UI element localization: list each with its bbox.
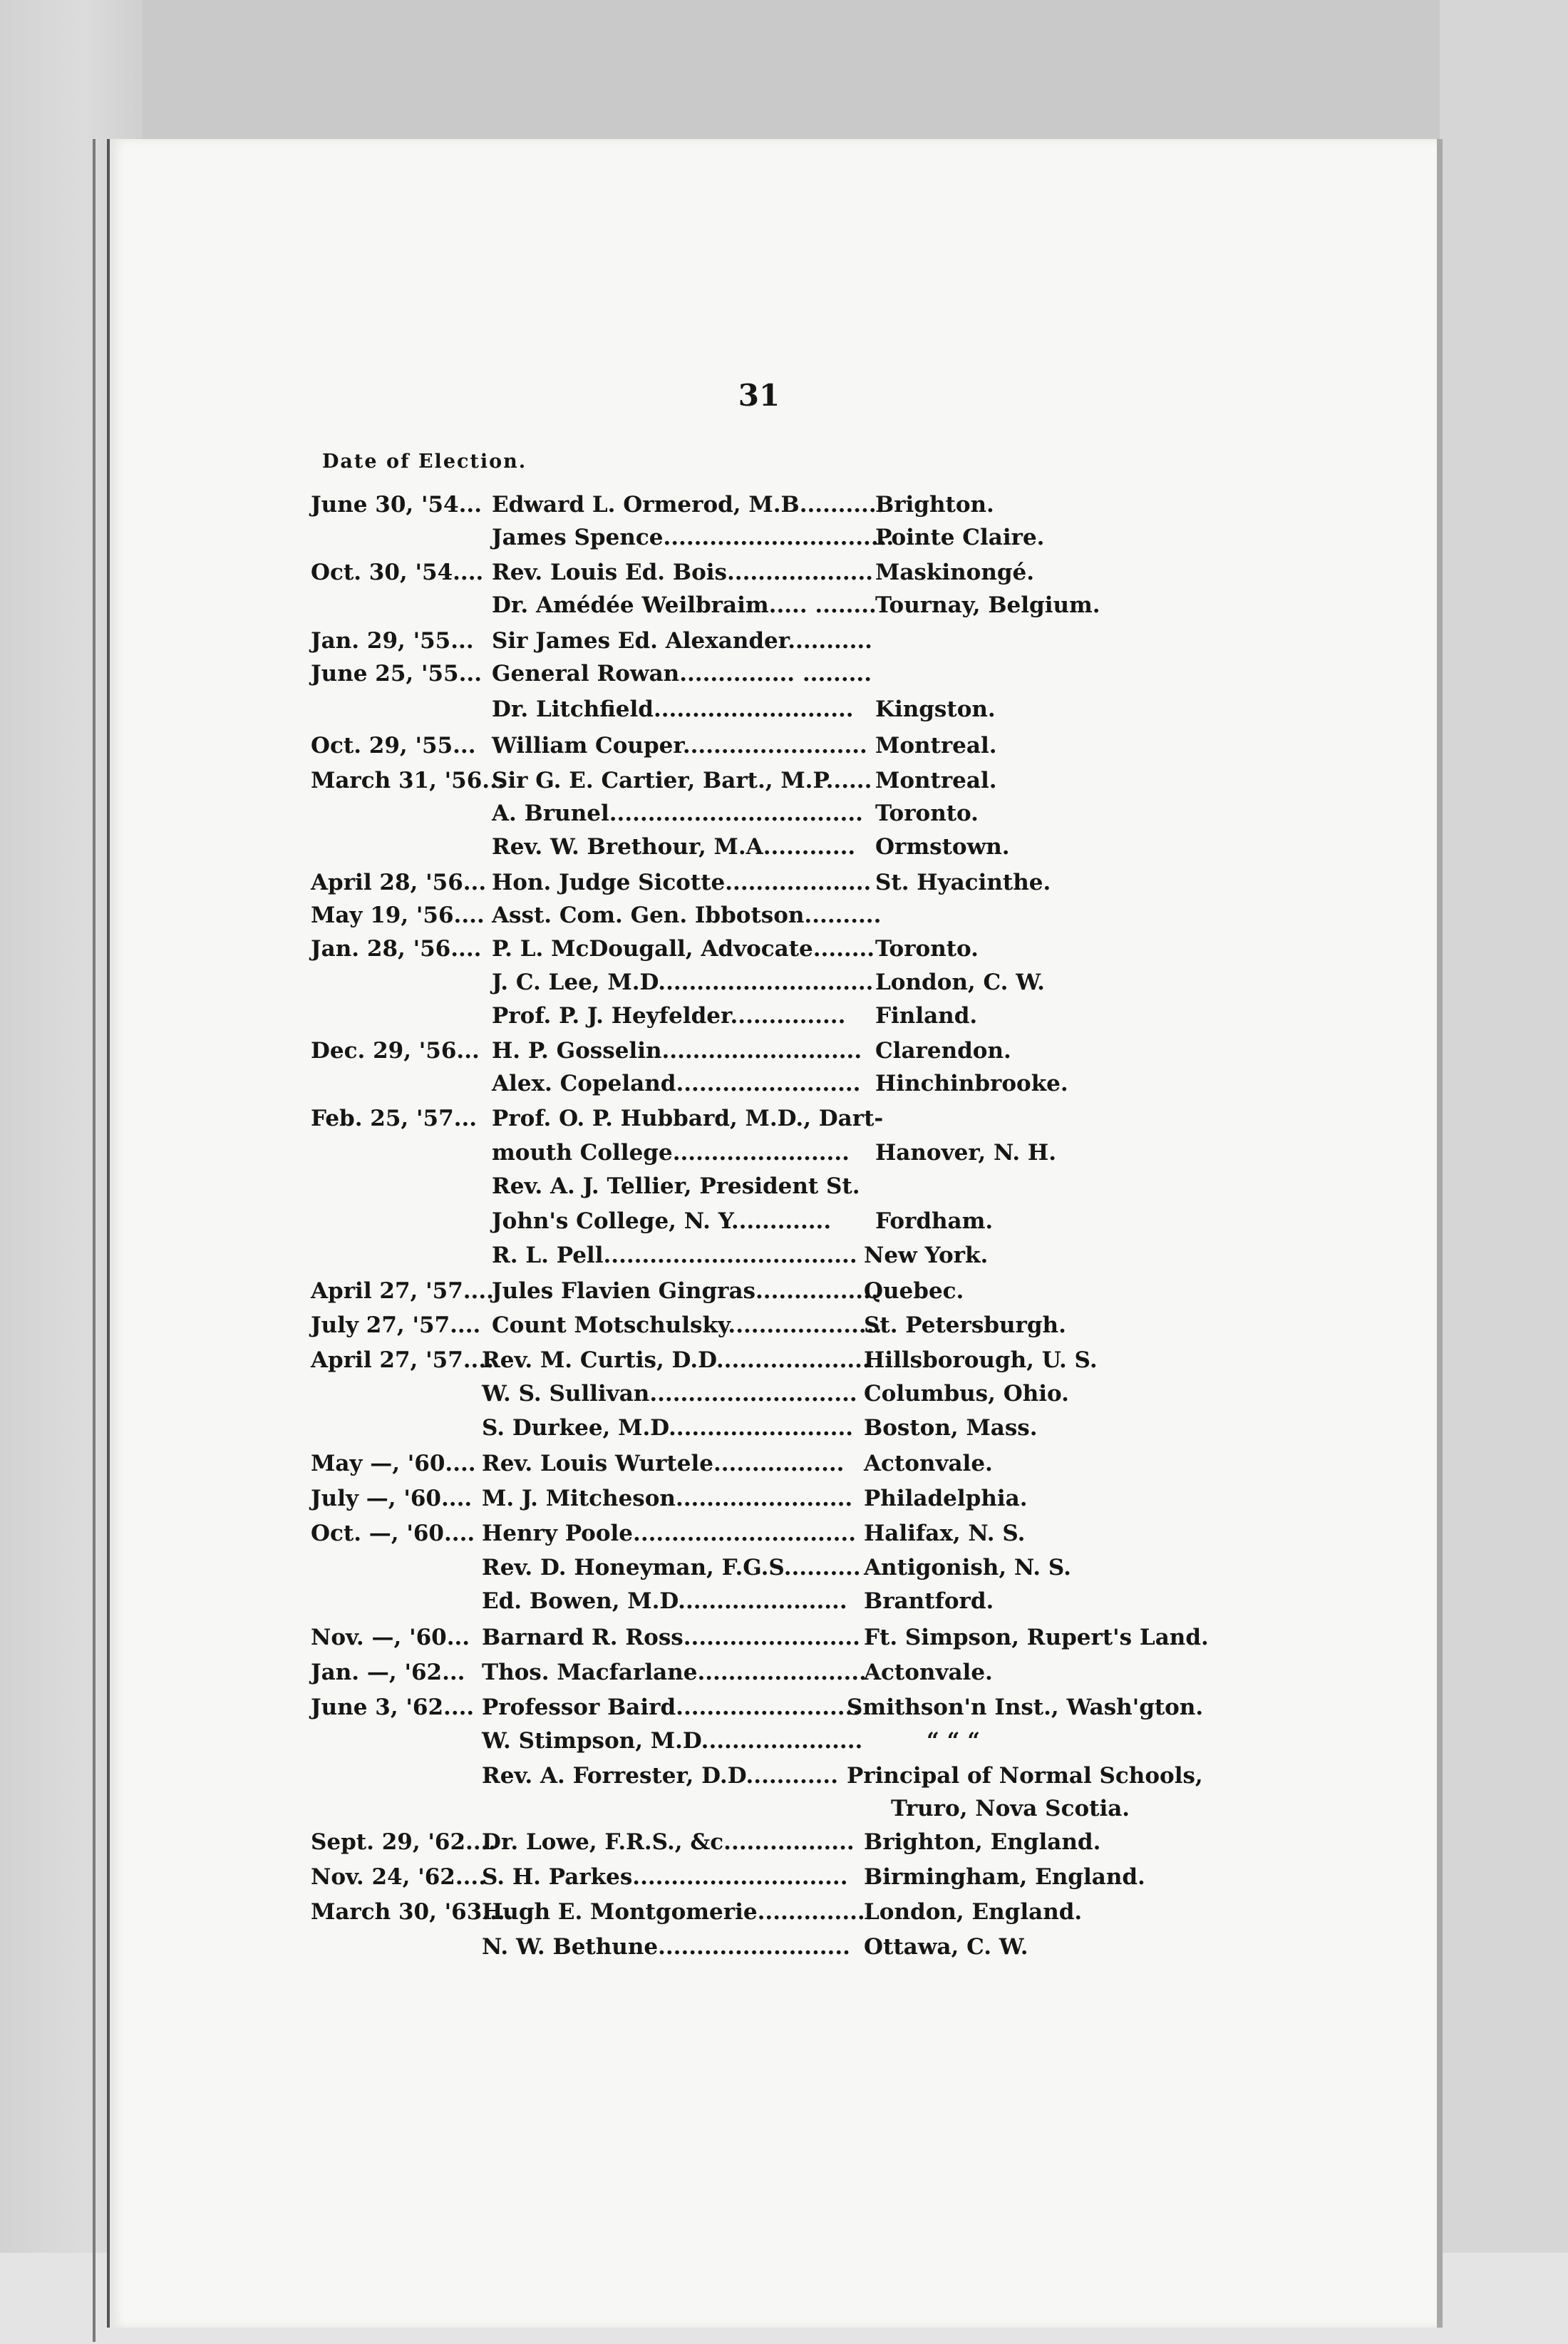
election-date: Jan. 29, '55... bbox=[311, 628, 474, 654]
member-residence: Quebec. bbox=[864, 1278, 964, 1304]
member-residence: Columbus, Ohio. bbox=[864, 1381, 1069, 1407]
member-residence: Brantford. bbox=[864, 1588, 994, 1614]
list-item bbox=[0, 1171, 1425, 1202]
member-residence: Maskinongé. bbox=[875, 560, 1035, 585]
list-item bbox=[0, 1657, 1425, 1688]
member-name: W. Stimpson, M.D..................... bbox=[482, 1728, 863, 1754]
election-date: May 19, '56.... bbox=[311, 903, 485, 928]
list-item bbox=[0, 1035, 1425, 1066]
election-date: Feb. 25, '57... bbox=[311, 1106, 478, 1131]
list-item bbox=[0, 933, 1425, 965]
list-item bbox=[0, 798, 1425, 829]
member-residence: Ottawa, C. W. bbox=[864, 1934, 1028, 1960]
member-name: Professor Baird........................ bbox=[482, 1695, 861, 1720]
member-name: Alex. Copeland........................ bbox=[492, 1071, 861, 1096]
list-item bbox=[0, 1760, 1425, 1792]
member-name: Rev. A. J. Tellier, President St. bbox=[492, 1173, 860, 1199]
member-name: Rev. M. Curtis, D.D.................... bbox=[482, 1347, 870, 1373]
member-name: Edward L. Ormerod, M.B........... bbox=[492, 492, 884, 518]
list-item bbox=[0, 1861, 1425, 1893]
list-item bbox=[0, 765, 1425, 796]
election-date: June 3, '62.... bbox=[311, 1695, 475, 1720]
member-residence: Fordham. bbox=[875, 1208, 994, 1234]
member-name: Hon. Judge Sicotte................... bbox=[492, 870, 872, 895]
list-item bbox=[0, 625, 1425, 657]
election-date: Nov. —, '60... bbox=[311, 1625, 470, 1650]
member-name: General Rowan............... ......... bbox=[492, 661, 872, 687]
list-item bbox=[0, 1483, 1425, 1514]
member-residence: Pointe Claire. bbox=[875, 525, 1045, 550]
election-date: April 27, '57.... bbox=[311, 1278, 494, 1304]
list-item bbox=[0, 1068, 1425, 1099]
list-item bbox=[0, 1896, 1425, 1928]
member-residence: Toronto. bbox=[875, 801, 979, 826]
member-residence: “ “ “ bbox=[927, 1728, 981, 1754]
list-item bbox=[0, 1412, 1425, 1444]
election-date: July 27, '57.... bbox=[311, 1312, 481, 1338]
list-item bbox=[0, 1826, 1425, 1858]
member-residence: Smithson'n Inst., Wash'gton. bbox=[847, 1695, 1204, 1720]
list-item bbox=[0, 1552, 1425, 1583]
member-name: Prof. P. J. Heyfelder............... bbox=[492, 1003, 846, 1029]
list-item bbox=[0, 590, 1425, 621]
list-item bbox=[0, 1622, 1425, 1653]
election-date: Oct. —, '60.... bbox=[311, 1521, 475, 1546]
member-residence: London, C. W. bbox=[875, 970, 1045, 995]
member-name: Sir James Ed. Alexander........... bbox=[492, 628, 872, 654]
member-residence: Toronto. bbox=[875, 936, 979, 962]
list-item bbox=[0, 694, 1425, 725]
member-name: Count Motschulsky.................... bbox=[492, 1312, 882, 1338]
member-name: Hugh E. Montgomerie............... bbox=[482, 1899, 873, 1925]
member-name: Rev. Louis Wurtele................. bbox=[482, 1451, 845, 1476]
election-date: Jan. —, '62... bbox=[311, 1660, 465, 1685]
member-residence: Hanover, N. H. bbox=[875, 1140, 1057, 1166]
member-residence: Birmingham, England. bbox=[864, 1864, 1145, 1890]
list-item bbox=[0, 1378, 1425, 1409]
list-item bbox=[0, 1725, 1425, 1757]
election-date: June 25, '55... bbox=[311, 661, 482, 687]
list-item bbox=[0, 1518, 1425, 1549]
member-residence: London, England. bbox=[864, 1899, 1083, 1925]
member-name: Jules Flavien Gingras................ bbox=[492, 1278, 879, 1304]
member-name: Dr. Amédée Weilbraim..... ........ bbox=[492, 592, 877, 618]
member-residence: Truro, Nova Scotia. bbox=[891, 1796, 1130, 1821]
member-residence: Actonvale. bbox=[864, 1451, 993, 1476]
member-residence: Montreal. bbox=[875, 768, 997, 793]
member-name: Rev. W. Brethour, M.A............ bbox=[492, 834, 856, 860]
list-item bbox=[0, 900, 1425, 931]
member-residence: Ormstown. bbox=[875, 834, 1010, 860]
member-name: M. J. Mitcheson....................... bbox=[482, 1486, 853, 1511]
member-residence: Clarendon. bbox=[875, 1038, 1011, 1064]
list-item bbox=[0, 658, 1425, 689]
member-name: James Spence.............................. bbox=[492, 525, 894, 550]
member-residence: Philadelphia. bbox=[864, 1486, 1028, 1511]
list-item bbox=[0, 1103, 1425, 1134]
election-date: March 30, '63.... bbox=[311, 1899, 513, 1925]
member-residence: Brighton. bbox=[875, 492, 994, 518]
list-item bbox=[0, 1931, 1425, 1963]
member-residence: Ft. Simpson, Rupert's Land. bbox=[864, 1625, 1209, 1650]
member-name: Dr. Lowe, F.R.S., &c................. bbox=[482, 1829, 855, 1855]
list-item bbox=[0, 557, 1425, 588]
member-name: A. Brunel................................. bbox=[492, 801, 863, 826]
list-item bbox=[0, 867, 1425, 898]
member-name: W. S. Sullivan........................... bbox=[482, 1381, 857, 1407]
member-name: H. P. Gosselin.......................... bbox=[492, 1038, 862, 1064]
election-date: June 30, '54... bbox=[311, 492, 482, 518]
member-name: Rev. D. Honeyman, F.G.S.......... bbox=[482, 1555, 861, 1580]
member-residence: St. Petersburgh. bbox=[864, 1312, 1066, 1338]
member-residence: Kingston. bbox=[875, 696, 996, 722]
list-item bbox=[0, 1448, 1425, 1479]
member-residence: Halifax, N. S. bbox=[864, 1521, 1026, 1546]
member-residence: Brighton, England. bbox=[864, 1829, 1101, 1855]
election-date: March 31, '56... bbox=[311, 768, 505, 793]
member-name: R. L. Pell................................. bbox=[492, 1243, 857, 1268]
list-item bbox=[0, 1206, 1425, 1237]
list-item bbox=[0, 1275, 1425, 1307]
member-name: Asst. Com. Gen. Ibbotson.......... bbox=[492, 903, 882, 928]
list-item bbox=[0, 1345, 1425, 1376]
member-residence: St. Hyacinthe. bbox=[875, 870, 1051, 895]
list-item bbox=[0, 522, 1425, 553]
member-name: William Couper........................ bbox=[492, 733, 867, 759]
member-name: John's College, N. Y............. bbox=[492, 1208, 832, 1234]
election-date: July —, '60.... bbox=[311, 1486, 473, 1511]
member-name: P. L. McDougall, Advocate........ bbox=[492, 936, 875, 962]
column-heading: Date of Election. bbox=[322, 451, 527, 473]
page-number: 31 bbox=[738, 378, 780, 413]
election-date: April 27, '57.... bbox=[311, 1347, 494, 1373]
list-item bbox=[0, 1310, 1425, 1341]
member-name: J. C. Lee, M.D............................ bbox=[492, 970, 874, 995]
member-name: Barnard R. Ross....................... bbox=[482, 1625, 860, 1650]
member-name: Thos. Macfarlane...................... bbox=[482, 1660, 867, 1685]
election-date: April 28, '56... bbox=[311, 870, 487, 895]
list-item bbox=[0, 1692, 1425, 1723]
member-residence: Boston, Mass. bbox=[864, 1415, 1038, 1441]
list-item bbox=[0, 967, 1425, 998]
member-residence: Actonvale. bbox=[864, 1660, 993, 1685]
member-residence: Montreal. bbox=[875, 733, 997, 759]
member-residence: Principal of Normal Schools, bbox=[847, 1763, 1203, 1789]
member-name: mouth College....................... bbox=[492, 1140, 850, 1166]
list-item bbox=[0, 1000, 1425, 1032]
election-date: Sept. 29, '62.... bbox=[311, 1829, 497, 1855]
list-item bbox=[0, 1137, 1425, 1168]
member-name: Henry Poole............................. bbox=[482, 1521, 857, 1546]
election-date: Dec. 29, '56... bbox=[311, 1038, 480, 1064]
member-name: S. H. Parkes............................ bbox=[482, 1864, 848, 1890]
list-item bbox=[0, 1793, 1425, 1824]
member-residence: Hillsborough, U. S. bbox=[864, 1347, 1098, 1373]
member-residence: New York. bbox=[864, 1243, 989, 1268]
election-date: Nov. 24, '62.... bbox=[311, 1864, 487, 1890]
member-name: Sir G. E. Cartier, Bart., M.P...... bbox=[492, 768, 872, 793]
election-date: Oct. 30, '54.... bbox=[311, 560, 484, 585]
member-name: S. Durkee, M.D........................ bbox=[482, 1415, 854, 1441]
member-residence: Tournay, Belgium. bbox=[875, 592, 1100, 618]
member-residence: Antigonish, N. S. bbox=[864, 1555, 1071, 1580]
member-name: Ed. Bowen, M.D...................... bbox=[482, 1588, 847, 1614]
list-item bbox=[0, 489, 1425, 520]
member-name: N. W. Bethune......................... bbox=[482, 1934, 850, 1960]
election-date: Jan. 28, '56.... bbox=[311, 936, 482, 962]
list-item bbox=[0, 1240, 1425, 1271]
list-item bbox=[0, 831, 1425, 863]
member-residence: Finland. bbox=[875, 1003, 978, 1029]
member-name: Dr. Litchfield.......................... bbox=[492, 696, 854, 722]
list-item bbox=[0, 1585, 1425, 1617]
member-name: Prof. O. P. Hubbard, M.D., Dart- bbox=[492, 1106, 884, 1131]
member-residence: Hinchinbrooke. bbox=[875, 1071, 1068, 1096]
list-item bbox=[0, 730, 1425, 761]
member-name: Rev. Louis Ed. Bois................... bbox=[492, 560, 874, 585]
election-date: Oct. 29, '55... bbox=[311, 733, 476, 759]
election-date: May —, '60.... bbox=[311, 1451, 476, 1476]
member-name: Rev. A. Forrester, D.D............ bbox=[482, 1763, 838, 1789]
